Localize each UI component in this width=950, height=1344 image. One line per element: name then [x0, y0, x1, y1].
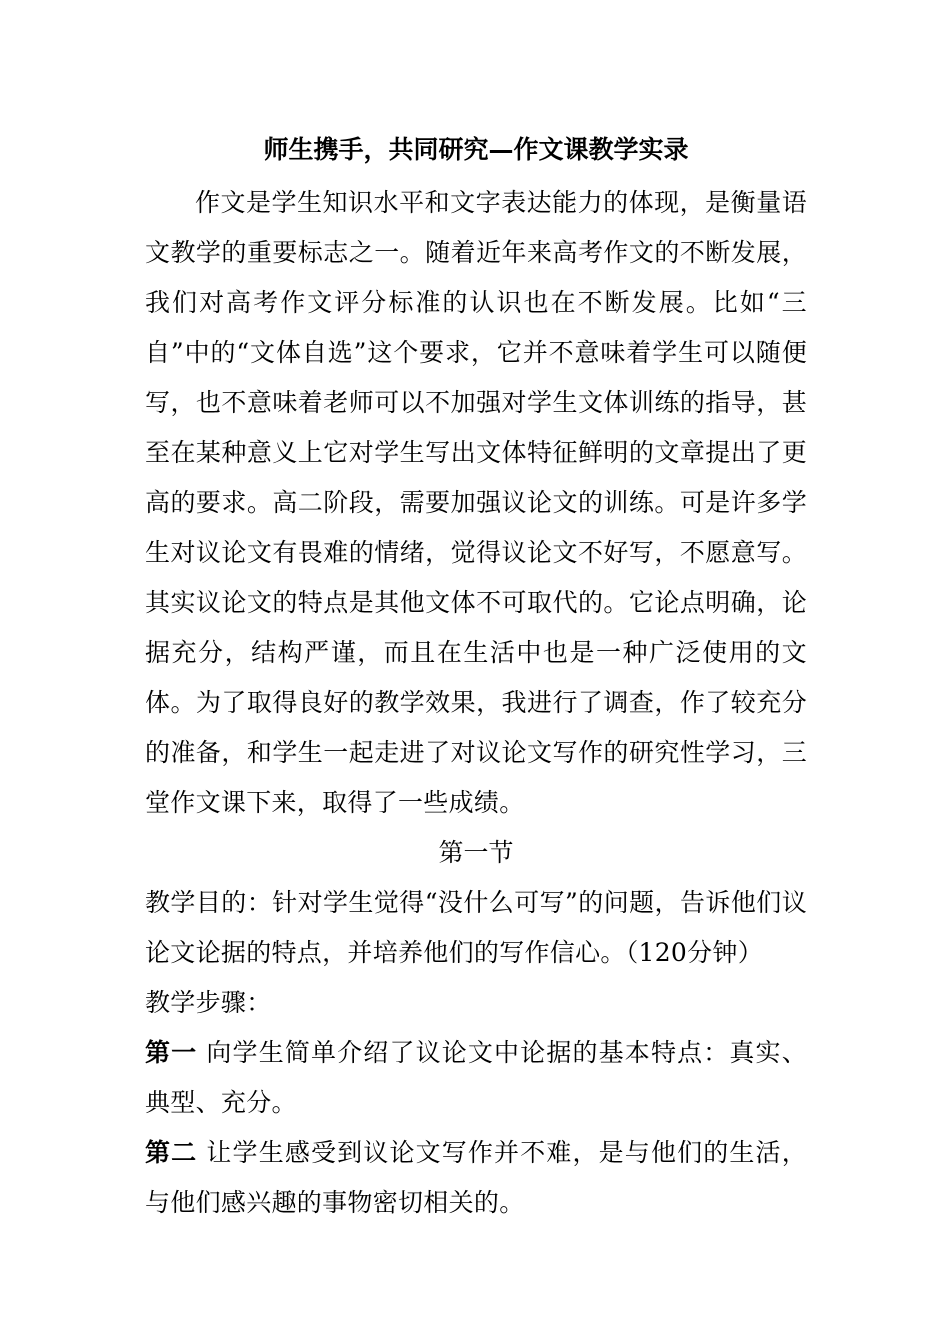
step-item [145, 1028, 807, 1128]
document-page [145, 128, 807, 1228]
step-text: 向学生简单介绍了议论文中论据的基本特点：真实、典型、充分。 [145, 1038, 807, 1117]
step-label: 第二 [145, 1138, 198, 1167]
intro-paragraph: 作文是学生知识水平和文字表达能力的体现，是衡量语文教学的重要标志之一。随着近年来高考作文的不断发展，我们对高考作文评分标准的认识也在不断发展。比如“三自”中的“文体自选”这个要求，它并不意味着学生可以随便写，也不意味着老师可以不加强对学生文体训练的指导，甚至在某种意义上它对学生写出文体特征鲜明的文章提出了更高的要求。高二阶段，需要加强议论文的训练。可是许多学生对议论文有畏难的情绪，觉得议论文不好写，不愿意写。其实议论文的特点是其他文体不可取代的。它论点明确，论据充分，结构严谨，而且在生活中也是一种广泛使用的文体。为了取得良好的教学效果，我进行了调查，作了较充分的准备，和学生一起走进了对议论文写作的研究性学习，三堂作文课下来，取得了一些成绩。 [145, 188, 807, 817]
step-text: 让学生感受到议论文写作并不难，是与他们的生活，与他们感兴趣的事物密切相关的。 [145, 1138, 807, 1217]
steps-heading: 教学步骤： [145, 988, 272, 1017]
document-title: 师生携手，共同研究—作文课教学实录 [263, 135, 689, 164]
step-item [145, 1128, 807, 1228]
section-heading: 第一节 [438, 838, 514, 867]
objective-paragraph: 教学目的：针对学生觉得“没什么可写”的问题，告诉他们议论文论据的特点，并培养他们的写作信心。（120分钟） [145, 888, 807, 967]
step-label: 第一 [145, 1038, 198, 1067]
